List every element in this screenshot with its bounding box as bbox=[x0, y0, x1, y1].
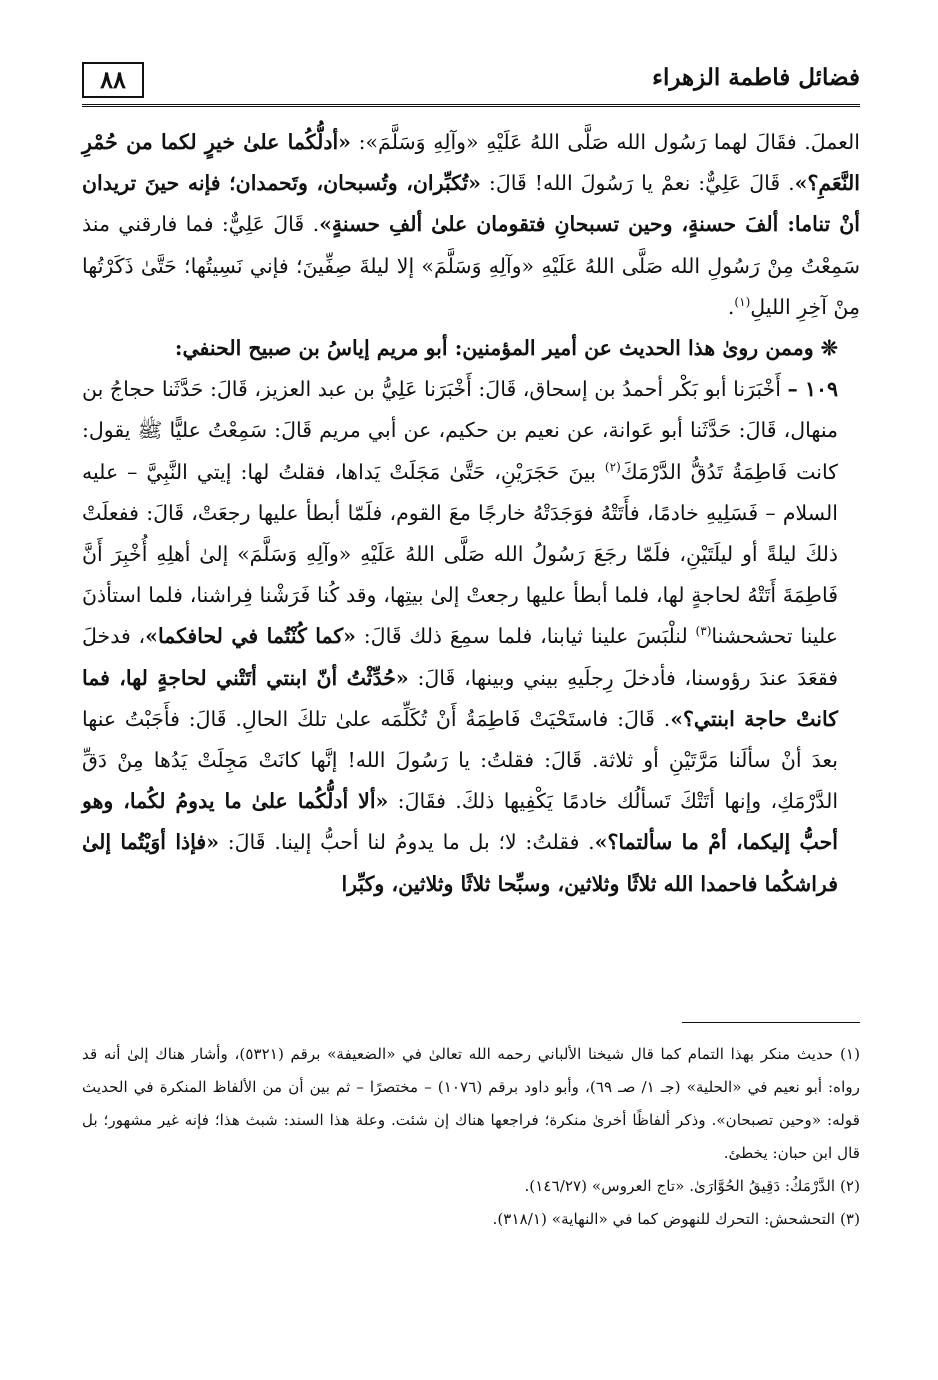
footnote-ref-1: (١) bbox=[734, 294, 751, 309]
footnote-3: (٣) التحشحش: التحرك للنهوض كما في «النهاية» (٣١٨/١). bbox=[492, 1210, 860, 1228]
page-header bbox=[82, 62, 860, 107]
prophetic-quote: «كما كُنْتُما في لحافكما» bbox=[145, 624, 356, 649]
text-segment: بينَ حَجَرَيْنِ، حَتَّىٰ مَجَلَتْ يَداها، فقلتُ لها: إيتي النَّبِيَّ – عليه السلام – فَسَلِيهِ خادمًا، فأَتَتْهُ فوَجَدَتْهُ خارجًا معَ القوم، فلَمّا أبطأ عليها رجعَتْ، قَالَ: ففعلَتْ ذلكَ ليلةً أو ليلَتَيْنِ، فلَمّا رجَعَ رَسُولُ الله صَلَّى اللهُ عَلَيْهِ «وآلِهِ وَسَلَّمَ» إلىٰ أهلِهِ أُخْبِرَ أَنَّ فَاطِمَةَ أَتَتْهُ لحاجةٍ لها، فلما أبطأ عليها رجعتْ إلىٰ بيتِها، وقد كُنا فَرَشْنا فِراشنا، فلما استأذنَ علينا تحشحشنا bbox=[82, 459, 838, 649]
text-segment: . قَالَ: فاستَحْيَتْ فَاطِمَةُ أَنْ تُكَلِّمَه علىٰ تلكَ الحالِ. قَالَ: فأَجَبْتُ عنها بعدَ أنْ سألَنا مَرَّتَيْنِ أو ثلاثة. قَالَ: فقلتُ: يا رَسُولَ الله! إنَّها كانَتْ مَجِلَتْ يَدُها مِنْ دَقِّ الدَّرْمَكِ، وإنها أتَتْكَ تَسألُك خادمًا يَكْفِيها ذلكَ. فقَالَ: bbox=[82, 706, 839, 814]
prophetic-quote: «حُدِّثْتُ أنّ ابنتي أتَتْني لحاجةٍ لها، فما كانتْ حاجة ابنتي؟» bbox=[82, 665, 838, 731]
text-segment: . قَالَ عَلِيٌّ: فما فارقني منذ سَمِعْتُ مِنْ رَسُولِ الله صَلَّى اللهُ عَلَيْهِ «وآلِهِ وَسَلَّمَ» إلا ليلةَ صِفِّينَ؛ فإني نَسِيتُها؛ حَتَّىٰ ذَكَرْتُها مِنْ آخِرِ الليلِ bbox=[82, 212, 860, 319]
prophetic-quote: «تُكبِّران، وتُسبحان، وتَحمدان؛ فإنه حينَ تريدان أنْ تناما: ألفَ حسنةٍ، وحين تسبحانِ فتقومان علىٰ ألفِ حسنةٍ» bbox=[82, 171, 860, 237]
prophetic-quote: «ألا أدلُّكُما علىٰ ما يدومُ لكُما، وهو أحبُّ إليكما، أمْ ما سألتما؟» bbox=[82, 789, 839, 855]
footnote-separator bbox=[682, 1022, 860, 1023]
narrators-line bbox=[82, 328, 860, 369]
text-segment: . فقلتُ: لا؛ بل ما يدومُ لنا أحبُّ إلينا. قَالَ: bbox=[219, 830, 595, 855]
page-number: ٨٨ bbox=[82, 62, 144, 98]
text-segment: . قَالَ عَلِيٌّ: نعمْ يا رَسُولَ الله! قَالَ: bbox=[480, 171, 795, 196]
star-icon: ❊ bbox=[813, 336, 838, 361]
text-segment: أَخْبَرَنا أبو بَكْر أحمدُ بن إسحاق، قَالَ: أَخْبَرَنا عَلِيُّ بن عبد العزيز، قَالَ: حَدَّثَنا حجاجُ بن منهال، قَالَ: حَدَّثَنا أبو عَوانة، عن نعيم بن حكيم، عن أبي مريم قَالَ: سَمِعْتُ عليًّا ﷺ يقول: كانت فَاطِمَةُ تَدُقُّ الدَّرْمَكَ bbox=[82, 377, 839, 484]
footnotes bbox=[82, 1038, 860, 1236]
main-text bbox=[82, 122, 860, 905]
hadith-109 bbox=[82, 369, 860, 905]
hadith-number: ١٠٩ – bbox=[787, 377, 838, 402]
footnote-ref-3: (٣) bbox=[695, 624, 712, 639]
footnote-2: (٢) الدَّرْمَكُ: دَقِيقُ الحُوَّارَىٰ. «تاج العروس» (١٤٦/٢٧). bbox=[524, 1177, 860, 1195]
text-segment: العملَ. فقَالَ لهما رَسُول الله صَلَّى اللهُ عَلَيْهِ «وآلِهِ وَسَلَّمَ»: bbox=[350, 130, 860, 154]
prophetic-quote: «أدلُّكُما علىٰ خيرٍ لكما من حُمْرِ النَّعَمِ؟» bbox=[82, 130, 860, 196]
book-title: فضائل فاطمة الزهراء bbox=[652, 64, 860, 91]
paragraph-1 bbox=[82, 122, 860, 328]
text-segment: ، فدخلَ فقعَدَ عندَ رؤوسنا، فأدخلَ رِجلَيهِ بيني وبينها، قَالَ: bbox=[82, 624, 839, 690]
prophetic-quote: «فإذا أوَيْتُما إلىٰ فراشكُما فاحمدا الله ثلاثًا وثلاثين، وسبِّحا ثلاثًا وثلاثين، وكبِّرا bbox=[82, 830, 838, 896]
footnote-ref-2: (٢) bbox=[604, 459, 621, 474]
text-segment: . bbox=[727, 294, 735, 319]
footnote-1: (١) حديث منكر بهذا التمام كما قال شيخنا الألباني رحمه الله تعالىٰ في «الضعيفة» برقم (٥٣٢١)، وأشار هناك إلىٰ أنه قد رواه: أبو نعيم في «الحلية» (جـ ١/ صـ ٦٩)، وأبو داود برقم (١٠٧٦) – مختصرًا – ثم بين أن من الألفاظ المنكرة في الحديث قوله: «وحين تصبحان». وذكر ألفاظًا أخرىٰ منكرة؛ فراجعها هناك إن شئت. وعلة هذا السند: شبث هذا؛ فإنه غير مشهور؛ بل قال ابن حبان: يخطئ. bbox=[82, 1045, 861, 1162]
narrators-text: وممن روىٰ هذا الحديث عن أمير المؤمنين: أبو مريم إياسُ بن صبيح الحنفي: bbox=[174, 336, 814, 361]
text-segment: لنلْبَسَ علينا ثيابنا، فلما سمِعَ ذلك قَالَ: bbox=[355, 624, 696, 649]
